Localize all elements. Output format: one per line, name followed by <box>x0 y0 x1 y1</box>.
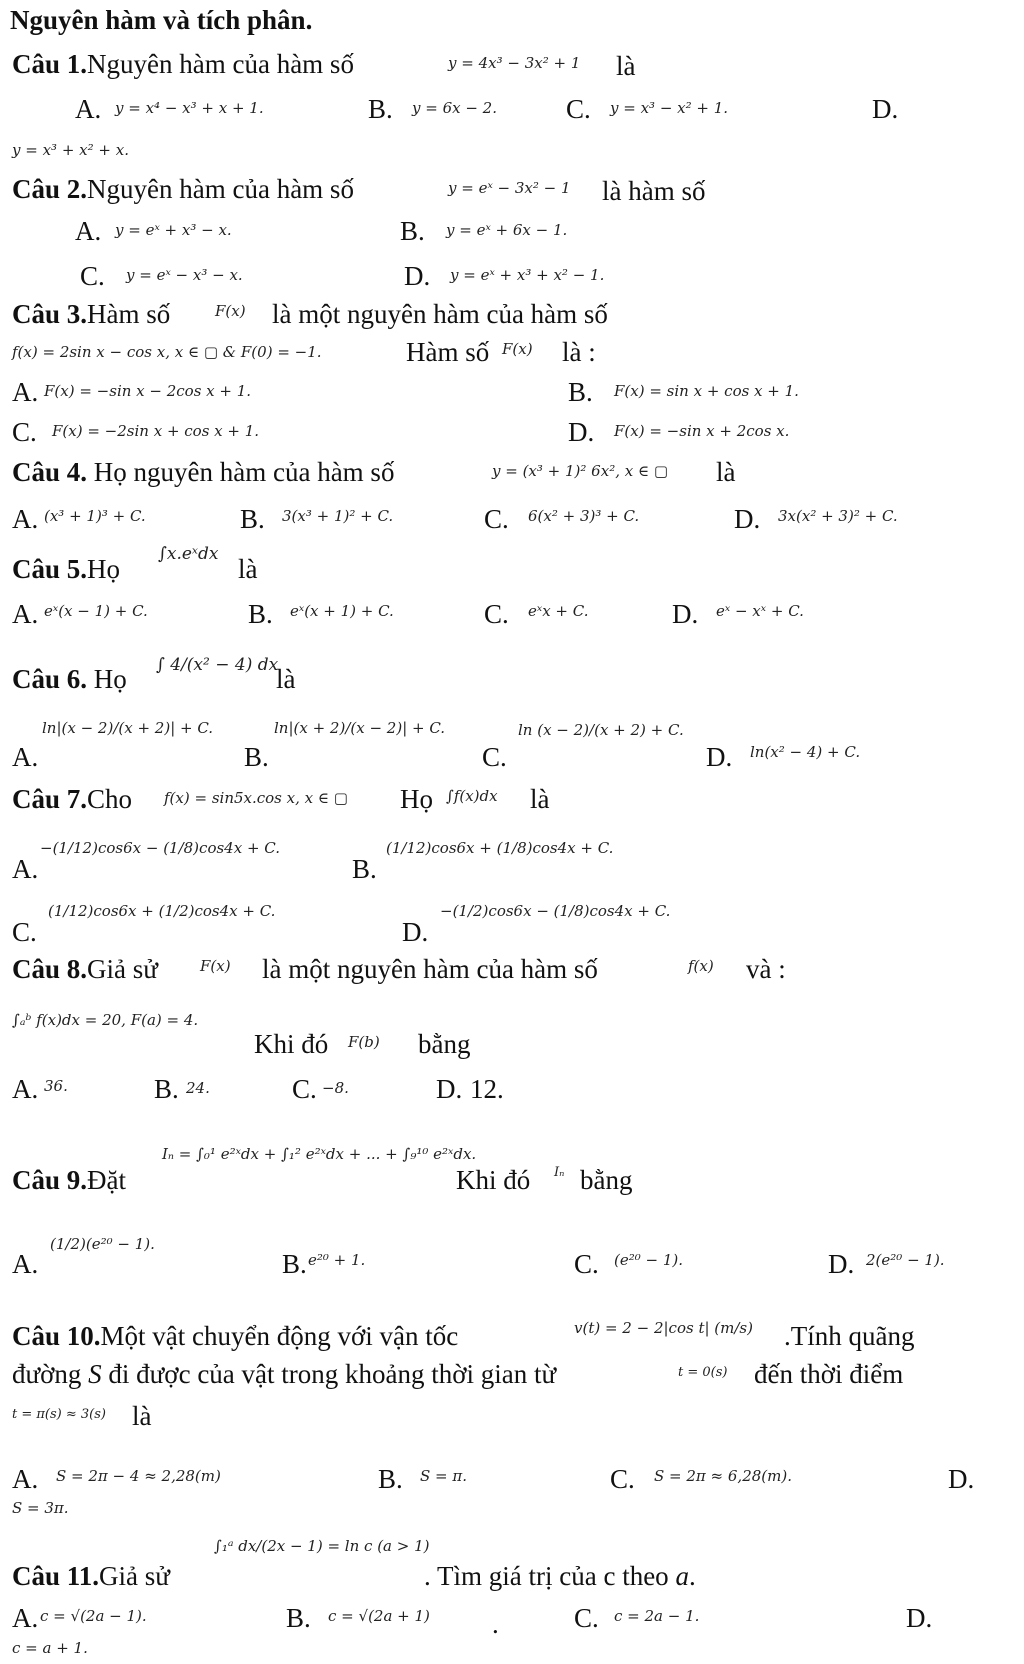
q5-option-c-label: C. <box>484 599 509 629</box>
q6-option-b: ln|(x + 2)/(x − 2)| + C. <box>274 719 446 737</box>
question-label: Câu 9. <box>12 1165 88 1195</box>
q3-formula-F2: F(x) <box>502 340 533 358</box>
q3-option-b: F(x) = sin x + cos x + 1. <box>614 382 799 400</box>
question-5 <box>12 555 120 585</box>
q5-option-b: eˣ(x + 1) + C. <box>290 602 394 620</box>
q3-text2: là một nguyên hàm của hàm số <box>272 299 608 329</box>
q11-var-a: a <box>675 1561 689 1591</box>
question-text: Họ <box>87 554 121 584</box>
q11-text2: . Tìm giá trị của c theo <box>424 1561 669 1591</box>
q8-tail: và : <box>746 954 786 984</box>
q4-option-d: 3x(x² + 3)² + C. <box>778 507 898 525</box>
q1-option-c-label: C. <box>566 94 591 124</box>
q3-option-c-label: C. <box>12 417 37 447</box>
q2-option-b-label: B. <box>400 216 425 246</box>
q2-option-a-label: A. <box>75 216 102 246</box>
q10-line2b: đi được của vật trong khoảng thời gian từ <box>108 1359 557 1389</box>
q7-option-b-label: B. <box>352 854 377 884</box>
question-7 <box>12 785 132 815</box>
q8-text3: Khi đó <box>254 1029 329 1059</box>
q9-option-b: e²⁰ + 1. <box>308 1251 366 1269</box>
q1-option-a-label: A. <box>75 94 102 124</box>
q7-option-a-label: A. <box>12 854 39 884</box>
question-1 <box>12 50 354 80</box>
q10-line2c: đến thời điểm <box>754 1359 904 1389</box>
q8-formula-Fb: F(b) <box>348 1033 380 1051</box>
q7-option-b: (1/12)cos6x + (1/8)cos4x + C. <box>386 839 614 857</box>
q4-option-d-label: D. <box>734 504 761 534</box>
q6-option-b-label: B. <box>244 742 269 772</box>
q1-option-c: y = x³ − x² + 1. <box>610 99 729 117</box>
question-text: Họ nguyên hàm của hàm số <box>93 457 395 487</box>
question-label: Câu 7. <box>12 784 88 814</box>
q2-option-d-label: D. <box>404 261 431 291</box>
q4-option-c-label: C. <box>484 504 509 534</box>
q5-option-b-label: B. <box>248 599 273 629</box>
question-text: Giả sử <box>87 954 158 984</box>
q3-option-d-label: D. <box>568 417 595 447</box>
document-title: Nguyên hàm và tích phân. <box>10 5 313 35</box>
question-label: Câu 5. <box>12 554 88 584</box>
q10-tail: là <box>132 1401 152 1431</box>
question-text: Hàm số <box>87 299 171 329</box>
question-label: Câu 3. <box>12 299 88 329</box>
q11-option-b: c = √(2a + 1) <box>328 1607 430 1625</box>
q10-line2a: đường <box>12 1359 82 1389</box>
q6-option-a-label: A. <box>12 742 39 772</box>
q5-option-d-label: D. <box>672 599 699 629</box>
q7-option-d: −(1/2)cos6x − (1/8)cos4x + C. <box>440 902 671 920</box>
q11-option-a-label: A. <box>12 1603 39 1633</box>
question-11 <box>12 1562 170 1592</box>
q1-option-d-label: D. <box>872 94 899 124</box>
q4-option-a: (x³ + 1)³ + C. <box>44 507 146 525</box>
question-label: Câu 6. <box>12 664 88 694</box>
q10-formula: v(t) = 2 − 2|cos t| (m/s) <box>574 1319 753 1337</box>
q10-option-d: S = 3π. <box>12 1499 69 1517</box>
q11-option-d: c = a + 1. <box>12 1639 88 1657</box>
question-10 <box>12 1322 458 1352</box>
question-3 <box>12 300 170 330</box>
q11-option-c: c = 2a − 1. <box>614 1607 700 1625</box>
q7-formula2: ∫f(x)dx <box>446 787 498 805</box>
q6-option-c: ln (x − 2)/(x + 2) + C. <box>518 721 684 739</box>
q3-formula-F: F(x) <box>215 302 246 320</box>
q10-formula-t1: t = π(s) ≈ 3(s) <box>12 1407 106 1422</box>
q9-formula-I: Iₙ <box>554 1165 565 1180</box>
question-9 <box>12 1166 126 1196</box>
q6-option-d: ln(x² − 4) + C. <box>750 743 861 761</box>
q2-option-d: y = eˣ + x³ + x² − 1. <box>450 266 605 284</box>
q1-formula: y = 4x³ − 3x² + 1 <box>448 54 581 72</box>
q4-formula: y = (x³ + 1)² 6x², x ∈ ▢ <box>492 462 669 480</box>
q9-option-a: (1/2)(e²⁰ − 1). <box>50 1235 155 1253</box>
q10-text2: .Tính quãng <box>784 1321 915 1351</box>
q7-option-c-label: C. <box>12 917 37 947</box>
q9-option-c-label: C. <box>574 1249 599 1279</box>
q8-formula-f: f(x) <box>688 957 714 975</box>
q6-option-c-label: C. <box>482 742 507 772</box>
q8-option-b-label: B. <box>154 1074 179 1104</box>
q3-option-d: F(x) = −sin x + 2cos x. <box>614 422 790 440</box>
q11-option-b-label: B. <box>286 1603 311 1633</box>
q5-tail: là <box>238 554 258 584</box>
question-label: Câu 8. <box>12 954 88 984</box>
question-text: Nguyên hàm của hàm số <box>87 174 354 204</box>
q11-question <box>424 1562 696 1592</box>
q11-option-c-label: C. <box>574 1603 599 1633</box>
question-label: Câu 1. <box>12 49 88 79</box>
q2-option-c-label: C. <box>80 261 105 291</box>
q10-formula-t0: t = 0(s) <box>678 1365 728 1380</box>
q9-tail: bằng <box>580 1165 633 1195</box>
q10-option-b: S = π. <box>420 1467 468 1485</box>
question-text: Giả sử <box>99 1561 170 1591</box>
q2-formula: y = eˣ − 3x² − 1 <box>448 179 571 197</box>
q4-option-b-label: B. <box>240 504 265 534</box>
q5-formula: ∫x.eˣdx <box>158 544 219 564</box>
q3-option-a: F(x) = −sin x − 2cos x + 1. <box>44 382 252 400</box>
q9-option-b-label: B. <box>282 1249 307 1279</box>
q6-tail: là <box>276 664 296 694</box>
q7-text2: Họ <box>400 784 433 814</box>
q4-option-c: 6(x² + 3)³ + C. <box>528 507 640 525</box>
q8-option-d: 12. <box>470 1074 504 1104</box>
q3-text4: là : <box>562 337 596 367</box>
question-label: Câu 2. <box>12 174 88 204</box>
q10-option-a-label: A. <box>12 1464 39 1494</box>
q11-option-a: c = √(2a − 1). <box>40 1607 147 1625</box>
q8-option-c: −8. <box>322 1079 349 1097</box>
q8-option-c-label: C. <box>292 1074 317 1104</box>
q4-option-a-label: A. <box>12 504 39 534</box>
q7-tail: là <box>530 784 550 814</box>
question-label: Câu 10. <box>12 1321 101 1351</box>
question-label: Câu 4. <box>12 457 88 487</box>
q10-S: S <box>88 1359 102 1389</box>
q11-dot: . <box>492 1609 499 1639</box>
q8-text4: bằng <box>418 1029 471 1059</box>
q2-option-b: y = eˣ + 6x − 1. <box>446 221 568 239</box>
q7-option-d-label: D. <box>402 917 429 947</box>
q10-option-c-label: C. <box>610 1464 635 1494</box>
q8-formula2: ∫ₐᵇ f(x)dx = 20, F(a) = 4. <box>12 1011 199 1029</box>
question-2 <box>12 175 354 205</box>
q6-option-a: ln|(x − 2)/(x + 2)| + C. <box>42 719 214 737</box>
q1-option-a: y = x⁴ − x³ + x + 1. <box>115 99 264 117</box>
q10-option-a: S = 2π − 4 ≈ 2,28(m) <box>56 1467 221 1485</box>
q9-option-a-label: A. <box>12 1249 39 1279</box>
q4-option-b: 3(x³ + 1)² + C. <box>282 507 394 525</box>
q9-formula: Iₙ = ∫₀¹ e²ˣdx + ∫₁² e²ˣdx + ... + ∫₉¹⁰ e²ˣdx. <box>162 1145 477 1163</box>
q5-option-c: eˣx + C. <box>528 602 589 620</box>
q9-option-c: (e²⁰ − 1). <box>614 1251 684 1269</box>
q3-option-b-label: B. <box>568 377 593 407</box>
q8-option-a-label: A. <box>12 1074 39 1104</box>
q1-option-d: y = x³ + x² + x. <box>12 141 129 159</box>
q9-option-d: 2(e²⁰ − 1). <box>866 1251 945 1269</box>
q11-option-d-label: D. <box>906 1603 933 1633</box>
question-text: Đặt <box>87 1165 126 1195</box>
q6-option-d-label: D. <box>706 742 733 772</box>
q1-option-b-label: B. <box>368 94 393 124</box>
q10-option-b-label: B. <box>378 1464 403 1494</box>
q3-option-c: F(x) = −2sin x + cos x + 1. <box>52 422 260 440</box>
q7-option-c: (1/12)cos6x + (1/2)cos4x + C. <box>48 902 276 920</box>
question-4 <box>12 458 394 488</box>
q5-option-a-label: A. <box>12 599 39 629</box>
q8-formula-F: F(x) <box>200 957 231 975</box>
q8-text2: là một nguyên hàm của hàm số <box>262 954 598 984</box>
q1-tail: là <box>616 51 636 81</box>
q11-text3: . <box>688 1561 696 1591</box>
q10-line2 <box>12 1360 556 1390</box>
q3-formula2: f(x) = 2sin x − cos x, x ∈ ▢ & F(0) = −1. <box>12 343 322 361</box>
q2-option-c: y = eˣ − x³ − x. <box>126 266 243 284</box>
q5-option-a: eˣ(x − 1) + C. <box>44 602 148 620</box>
q1-option-b: y = 6x − 2. <box>412 99 497 117</box>
q10-option-c: S = 2π ≈ 6,28(m). <box>654 1467 792 1485</box>
q7-formula: f(x) = sin5x.cos x, x ∈ ▢ <box>164 789 348 807</box>
q7-option-a: −(1/12)cos6x − (1/8)cos4x + C. <box>40 839 280 857</box>
question-text: Cho <box>87 784 133 814</box>
q5-option-d: eˣ − xˣ + C. <box>716 602 804 620</box>
q9-option-d-label: D. <box>828 1249 855 1279</box>
q2-option-a: y = eˣ + x³ − x. <box>115 221 232 239</box>
question-text: Nguyên hàm của hàm số <box>87 49 354 79</box>
question-6 <box>12 665 127 695</box>
q3-text3: Hàm số <box>406 337 490 367</box>
q8-option-a: 36. <box>44 1077 68 1095</box>
q11-formula: ∫₁ᵃ dx/(2x − 1) = ln c (a > 1) <box>214 1537 430 1555</box>
q9-text2: Khi đó <box>456 1165 531 1195</box>
question-8 <box>12 955 158 985</box>
q8-option-d-label: D. <box>436 1074 463 1104</box>
question-label: Câu 11. <box>12 1561 100 1591</box>
question-text: Một vật chuyển động với vận tốc <box>100 1321 459 1351</box>
question-text: Họ <box>93 664 127 694</box>
q2-tail: là hàm số <box>602 176 706 206</box>
q8-option-b: 24. <box>186 1079 210 1097</box>
q4-tail: là <box>716 457 736 487</box>
q3-option-a-label: A. <box>12 377 39 407</box>
q6-formula: ∫ 4/(x² − 4) dx <box>156 655 279 675</box>
q10-option-d-label: D. <box>948 1464 975 1494</box>
